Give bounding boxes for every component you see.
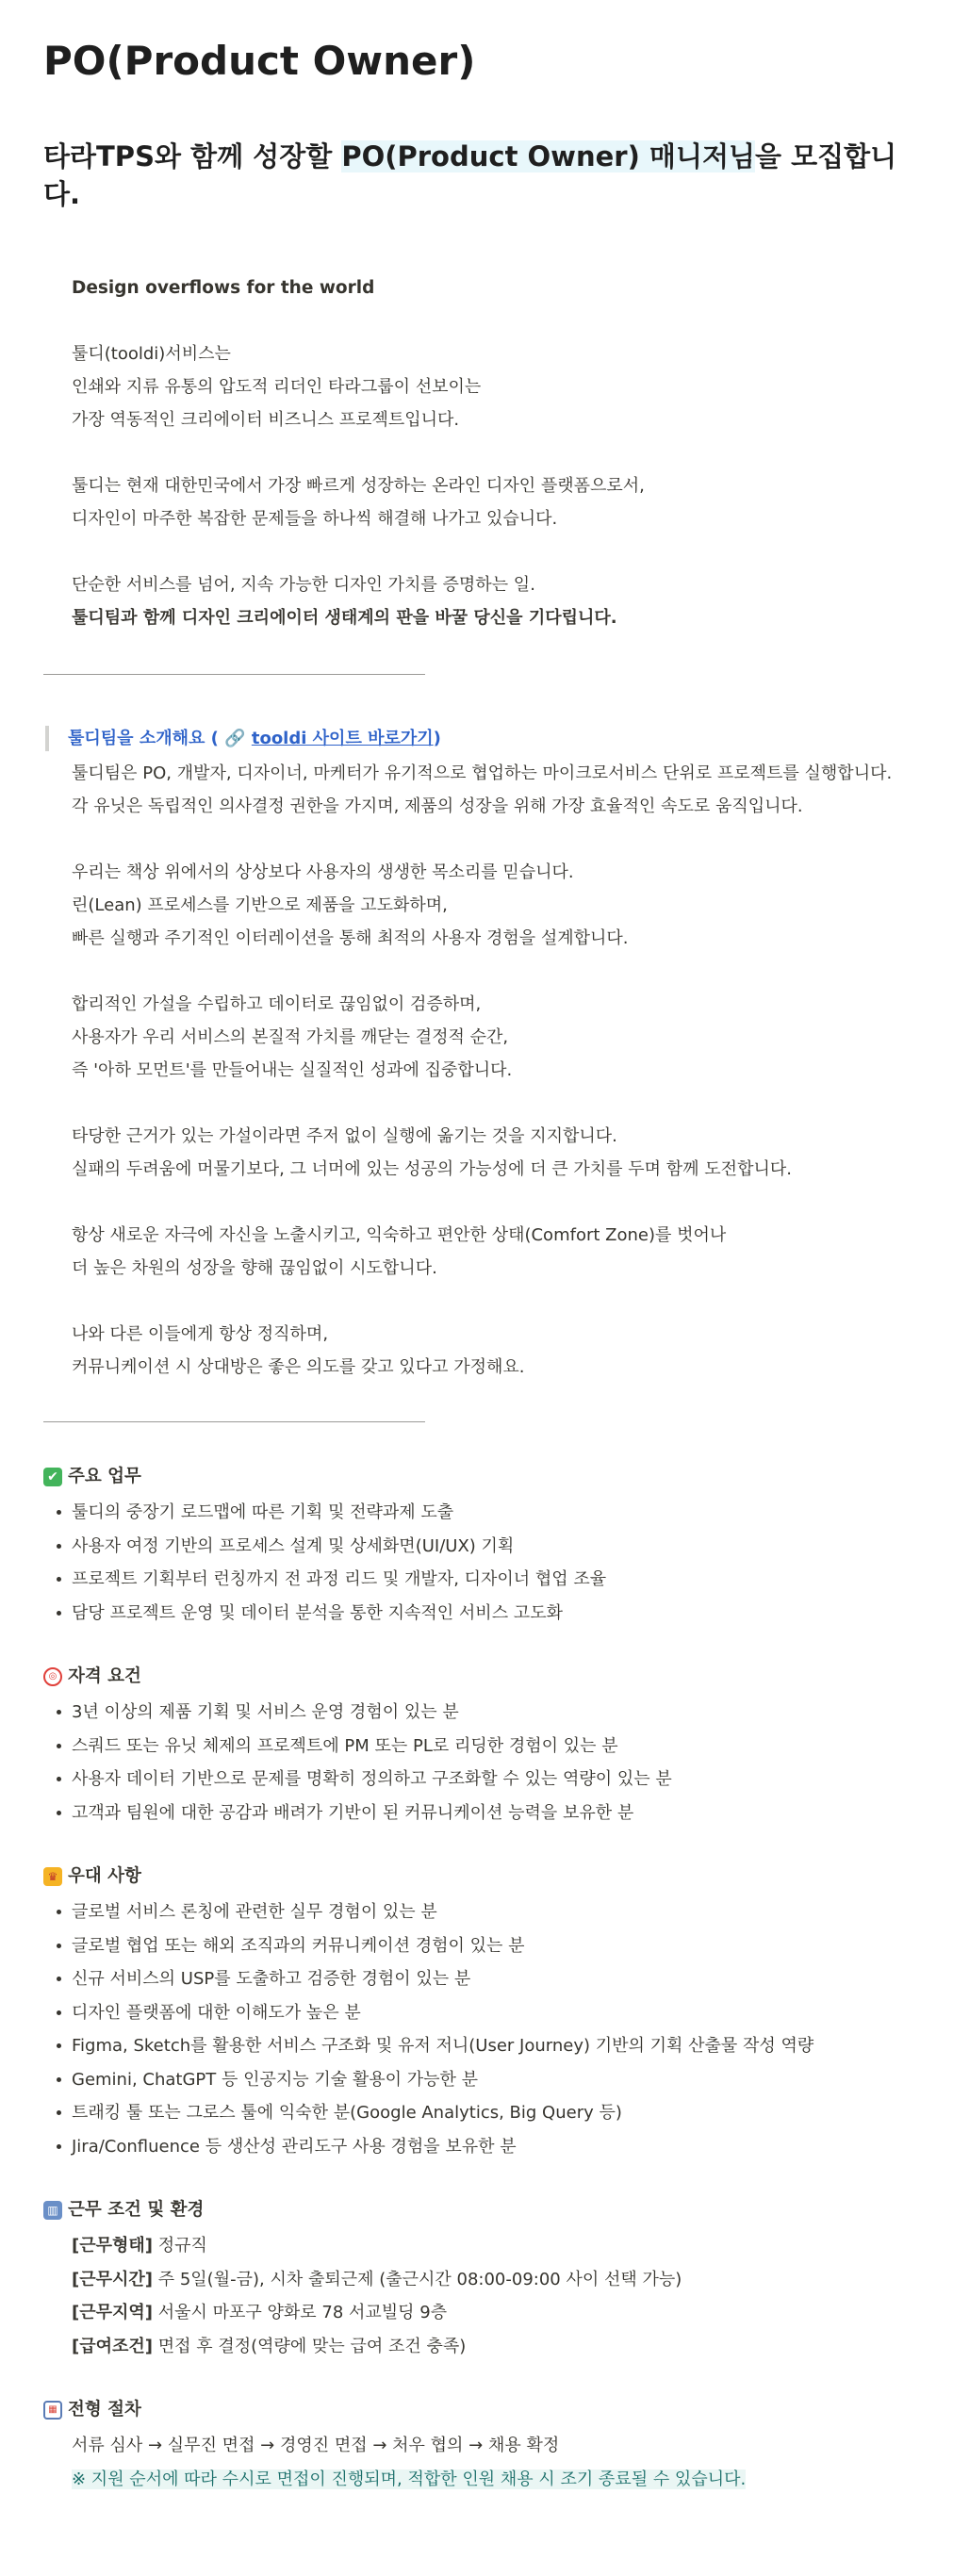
team-heading [45, 726, 910, 751]
requirements-title: 자격 요건 [68, 1666, 141, 1686]
list-item: 담당 프로젝트 운영 및 데이터 분석을 통한 지속적인 서비스 고도화 [57, 1597, 910, 1631]
duties-section [43, 1462, 910, 1630]
condition-label: [근무지역] [72, 2303, 154, 2322]
intro-tagline: Design overflows for the world [72, 278, 375, 298]
team-body [72, 757, 910, 1384]
condition-row [72, 2296, 910, 2330]
condition-label: [근무형태] [72, 2236, 154, 2256]
condition-row [72, 2263, 910, 2297]
intro-closing: 툴디팀과 함께 디자인 크리에이터 생태계의 판을 바꿀 당신을 기다립니다. [72, 608, 617, 628]
condition-row [72, 2330, 910, 2364]
requirements-list [43, 1696, 910, 1829]
target-icon: ◎ [43, 1667, 62, 1686]
intro-line: 인쇄와 지류 유통의 압도적 리더인 타라그룹이 선보이는 [72, 377, 482, 397]
check-mark-icon: ✔ [43, 1468, 62, 1486]
duties-list [43, 1496, 910, 1630]
subtitle-highlight: PO(Product Owner) 매니저님 [341, 140, 755, 172]
team-line: 빠른 실행과 주기적인 이터레이션을 통해 최적의 사용자 경험을 설계합니다. [72, 928, 629, 948]
list-item: Figma, Sketch를 활용한 서비스 구조화 및 유저 저니(User Journey) 기반의 기획 산출물 작성 역량 [57, 2029, 910, 2063]
conditions-title: 근무 조건 및 환경 [68, 2200, 205, 2220]
subtitle-suffix: 을 모집합니다. [43, 140, 897, 210]
list-item: 트래킹 툴 또는 그로스 툴에 익숙한 분(Google Analytics, Big Query 등) [57, 2096, 910, 2130]
link-icon: 🔗 [224, 729, 246, 748]
process-section [43, 2395, 910, 2496]
condition-row [72, 2229, 910, 2263]
team-line: 툴디팀은 PO, 개발자, 디자이너, 마케터가 유기적으로 협업하는 마이크로서비스 단위로 프로젝트를 실행합니다. [72, 763, 893, 783]
team-line: 타당한 근거가 있는 가설이라면 주저 없이 실행에 옮기는 것을 지지합니다. [72, 1126, 617, 1146]
team-line: 커뮤니케이션 시 상대방은 좋은 의도를 갖고 있다고 가정해요. [72, 1357, 525, 1377]
process-notice-line [72, 2463, 910, 2497]
team-line: 항상 새로운 자극에 자신을 노출시키고, 익숙하고 편안한 상태(Comfort Zone)를 벗어나 [72, 1225, 727, 1245]
list-item: 사용자 여정 기반의 프로세스 설계 및 상세화면(UI/UX) 기획 [57, 1530, 910, 1564]
conditions-heading [43, 2195, 910, 2225]
process-notice: ※ 지원 순서에 따라 수시로 면접이 진행되며, 적합한 인원 채용 시 조기 종료될 수 있습니다. [72, 2469, 747, 2489]
process-body [72, 2429, 910, 2496]
intro-section [72, 271, 910, 634]
list-item: 프로젝트 기획부터 런칭까지 전 과정 리드 및 개발자, 디자이너 협업 조율 [57, 1563, 910, 1597]
subtitle [43, 138, 910, 213]
subtitle-prefix: 타라TPS와 함께 성장할 [43, 140, 342, 172]
list-item: 글로벌 협업 또는 해외 조직과의 커뮤니케이션 경험이 있는 분 [57, 1929, 910, 1963]
crown-icon: ♛ [43, 1867, 62, 1886]
list-item: 3년 이상의 제품 기획 및 서비스 운영 경험이 있는 분 [57, 1696, 910, 1730]
team-line: 사용자가 우리 서비스의 본질적 가치를 깨닫는 결정적 순간, [72, 1027, 509, 1047]
preferred-section [43, 1862, 910, 2163]
preferred-list [43, 1895, 910, 2163]
requirements-section [43, 1662, 910, 1829]
conditions-section [43, 2195, 910, 2363]
condition-label: [근무시간] [72, 2269, 154, 2289]
intro-line: 가장 역동적인 크리에이터 비즈니스 프로젝트입니다. [72, 410, 460, 430]
divider [43, 1421, 425, 1422]
list-item: 디자인 플랫폼에 대한 이해도가 높은 분 [57, 1996, 910, 2030]
intro-line: 단순한 서비스를 넘어, 지속 가능한 디자인 가치를 증명하는 일. [72, 575, 535, 595]
list-item: Jira/Confluence 등 생산성 관리도구 사용 경험을 보유한 분 [57, 2130, 910, 2164]
team-section [43, 726, 910, 1384]
condition-value: 면접 후 결정(역량에 맞는 급여 조건 충족) [153, 2336, 467, 2356]
list-item: 툴디의 중장기 로드맵에 따른 기획 및 전략과제 도출 [57, 1496, 910, 1530]
preferred-title: 우대 사항 [68, 1866, 141, 1886]
list-item: 스쿼드 또는 유닛 체제의 프로젝트에 PM 또는 PL로 리딩한 경험이 있는 분 [57, 1730, 910, 1764]
condition-value: 서울시 마포구 양화로 78 서교빌딩 9층 [153, 2303, 448, 2322]
team-line: 각 유닛은 독립적인 의사결정 권한을 가지며, 제품의 성장을 위해 가장 효율적인 속도로 움직입니다. [72, 796, 803, 816]
team-line: 우리는 책상 위에서의 상상보다 사용자의 생생한 목소리를 믿습니다. [72, 862, 574, 882]
duties-title: 주요 업무 [68, 1467, 141, 1486]
duties-heading [43, 1462, 910, 1492]
process-heading [43, 2395, 910, 2425]
page-title: PO(Product Owner) [43, 38, 476, 84]
list-item: 신규 서비스의 USP를 도출하고 검증한 경험이 있는 분 [57, 1962, 910, 1996]
condition-value: 주 5일(월-금), 시차 출퇴근제 (출근시간 08:00-09:00 사이 선택 가능) [153, 2269, 682, 2289]
process-title: 전형 절차 [68, 2400, 141, 2420]
team-heading-suffix: ) [433, 729, 441, 748]
intro-line: 툴디(tooldi)서비스는 [72, 344, 231, 364]
team-heading-text: 툴디팀을 소개해요 ( [68, 729, 225, 748]
office-building-icon: ▥ [43, 2201, 62, 2220]
team-line: 실패의 두려움에 머물기보다, 그 너머에 있는 성공의 가능성에 더 큰 가치를 두며 함께 도전합니다. [72, 1159, 792, 1179]
list-item: 글로벌 서비스 론칭에 관련한 실무 경험이 있는 분 [57, 1895, 910, 1929]
team-line: 린(Lean) 프로세스를 기반으로 제품을 고도화하며, [72, 895, 448, 915]
list-item: 고객과 팀원에 대한 공감과 배려가 기반이 된 커뮤니케이션 능력을 보유한 분 [57, 1797, 910, 1830]
requirements-heading [43, 1662, 910, 1692]
list-item: Gemini, ChatGPT 등 인공지능 기술 활용이 가능한 분 [57, 2063, 910, 2097]
intro-line: 디자인이 마주한 복잡한 문제들을 하나씩 해결해 나가고 있습니다. [72, 509, 558, 529]
team-line: 더 높은 차원의 성장을 향해 끊임없이 시도합니다. [72, 1258, 437, 1278]
calendar-icon: ▦ [43, 2401, 62, 2420]
preferred-heading [43, 1862, 910, 1892]
divider [43, 674, 425, 675]
intro-line: 툴디는 현재 대한민국에서 가장 빠르게 성장하는 온라인 디자인 플랫폼으로서, [72, 476, 645, 496]
condition-label: [급여조건] [72, 2336, 154, 2356]
conditions-list [72, 2229, 910, 2363]
process-steps: 서류 심사 → 실무진 면접 → 경영진 면접 → 처우 협의 → 채용 확정 [72, 2436, 560, 2455]
condition-value: 정규직 [153, 2236, 207, 2256]
tooldi-site-link[interactable]: tooldi 사이트 바로가기 [251, 729, 434, 748]
team-line: 합리적인 가설을 수립하고 데이터로 끊임없이 검증하며, [72, 994, 482, 1014]
list-item: 사용자 데이터 기반으로 문제를 명확히 정의하고 구조화할 수 있는 역량이 있는 분 [57, 1763, 910, 1797]
team-line: 나와 다른 이들에게 항상 정직하며, [72, 1324, 329, 1344]
team-line: 즉 '아하 모먼트'를 만들어내는 실질적인 성과에 집중합니다. [72, 1060, 513, 1080]
